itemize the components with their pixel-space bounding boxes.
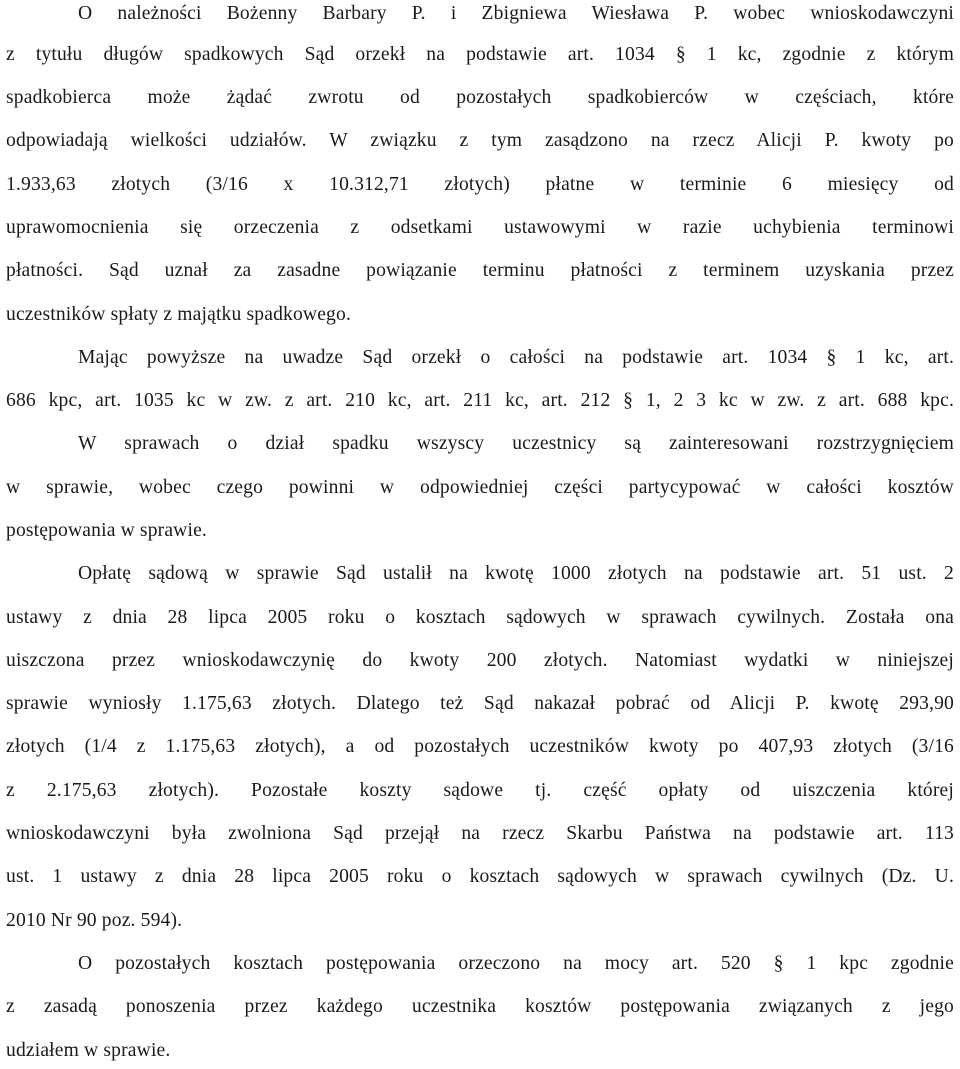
text-line: 686 kpc, art. 1035 kc w zw. z art. 210 kc, art. 211 kc, art. 212 § 1, 2 3 kc w zw. z art. 688 kpc. bbox=[6, 390, 954, 411]
text-line: sprawie wyniosły 1.175,63 złotych. Dlatego też Sąd nakazał pobrać od Alicji P. kwotę 293,90 bbox=[6, 693, 954, 714]
text-line: w sprawie, wobec czego powinni w odpowiedniej części partycypować w całości kosztów bbox=[6, 477, 954, 498]
text-line: udziałem w sprawie. bbox=[6, 1040, 171, 1061]
text-line: Opłatę sądową w sprawie Sąd ustalił na kwotę 1000 złotych na podstawie art. 51 ust. 2 bbox=[78, 563, 954, 584]
text-line: postępowania w sprawie. bbox=[6, 520, 207, 541]
text-line: z zasadą ponoszenia przez każdego uczestnika kosztów postępowania związanych z jego bbox=[6, 996, 954, 1017]
text-line: uczestników spłaty z majątku spadkowego. bbox=[6, 304, 351, 325]
text-line: z 2.175,63 złotych). Pozostałe koszty sądowe tj. część opłaty od uiszczenia której bbox=[6, 780, 954, 801]
text-line: O pozostałych kosztach postępowania orzeczono na mocy art. 520 § 1 kpc zgodnie bbox=[78, 953, 954, 974]
text-line: ust. 1 ustawy z dnia 28 lipca 2005 roku o kosztach sądowych w sprawach cywilnych (Dz. U. bbox=[6, 866, 954, 887]
text-line: spadkobierca może żądać zwrotu od pozostałych spadkobierców w częściach, które bbox=[6, 87, 954, 108]
text-line: płatności. Sąd uznał za zasadne powiązanie terminu płatności z terminem uzyskania przez bbox=[6, 260, 954, 281]
text-line: uiszczona przez wnioskodawczynię do kwoty 200 złotych. Natomiast wydatki w niniejszej bbox=[6, 650, 954, 671]
text-line: odpowiadają wielkości udziałów. W związku z tym zasądzono na rzecz Alicji P. kwoty po bbox=[6, 130, 954, 151]
text-line: z tytułu długów spadkowych Sąd orzekł na podstawie art. 1034 § 1 kc, zgodnie z którym bbox=[6, 44, 954, 65]
text-line: 1.933,63 złotych (3/16 x 10.312,71 złotych) płatne w terminie 6 miesięcy od bbox=[6, 174, 954, 195]
text-line: złotych (1/4 z 1.175,63 złotych), a od pozostałych uczestników kwoty po 407,93 złotych (3/16 bbox=[6, 736, 954, 757]
text-line: uprawomocnienia się orzeczenia z odsetkami ustawowymi w razie uchybienia terminowi bbox=[6, 217, 954, 238]
text-line: O należności Bożenny Barbary P. i Zbigniewa Wiesława P. wobec wnioskodawczyni bbox=[78, 3, 954, 24]
text-line: Mając powyższe na uwadze Sąd orzekł o całości na podstawie art. 1034 § 1 kc, art. bbox=[78, 347, 954, 368]
text-line: ustawy z dnia 28 lipca 2005 roku o kosztach sądowych w sprawach cywilnych. Została ona bbox=[6, 607, 954, 628]
text-line: W sprawach o dział spadku wszyscy uczestnicy są zainteresowani rozstrzygnięciem bbox=[78, 433, 954, 454]
text-line: wnioskodawczyni była zwolniona Sąd przejął na rzecz Skarbu Państwa na podstawie art. 113 bbox=[6, 823, 954, 844]
text-line: 2010 Nr 90 poz. 594). bbox=[6, 910, 183, 931]
